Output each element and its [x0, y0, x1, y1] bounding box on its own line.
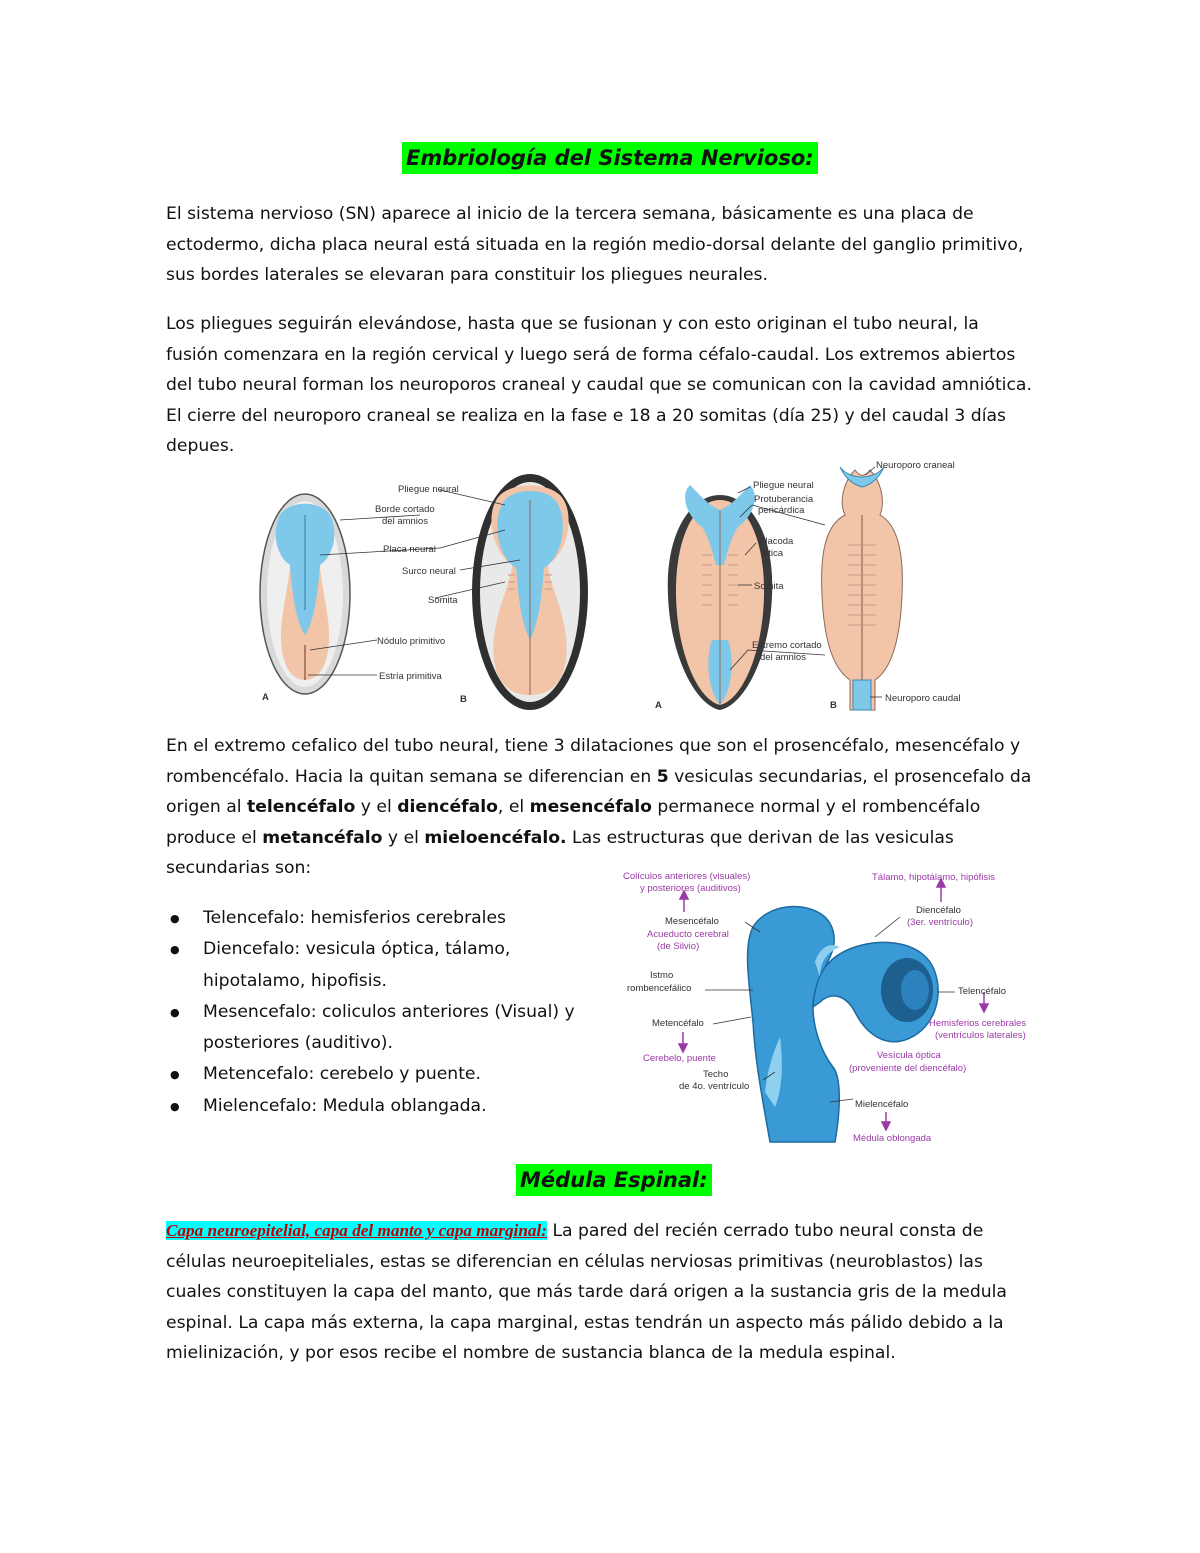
neural-plate-figure [250, 470, 630, 720]
label-talamo: Tálamo, hipotálamo, hipófisis [872, 872, 996, 883]
label-metencefalo: Metencéfalo [652, 1018, 704, 1029]
medula-text: La pared del recién cerrado tubo neural consta de células neuroepiteliales, estas se diferencian en células nerviosas primitivas (neuroblastos) las cuales constituyen la capa del manto, que más tarde dará origen a la sustancia gris de la medula espinal. La capa más externa, la capa marginal, estas tendrán un aspecto más pálido debido a la mielinización, y por esos recibe el nombre de sustancia blanca de la medula espinal. [166, 1221, 1007, 1363]
intro-paragraph-2: Los pliegues seguirán elevándose, hasta que se fusionan y con esto originan el tubo neural, la fusión comenzara en la región cervical y luego será de forma céfalo-caudal. Los extremos abiertos del tubo neural forman los neuroporos craneal y caudal que se comunican con la cavidad amniótica. El cierre del neuroporo craneal se realiza en la fase e 18 a 20 somitas (día 25) y del caudal 3 días depues. [166, 314, 1032, 456]
label-mesencefalo: Mesencéfalo [665, 916, 719, 927]
term-metancefalo: metancéfalo [262, 827, 383, 848]
embryo-b-drawing [472, 474, 588, 710]
label-diencefalo: Diencéfalo [916, 905, 961, 916]
medula-paragraph [166, 1216, 1036, 1369]
label-del-amnios: del amnios [382, 516, 428, 527]
label-neuroporo-caudal: Neuroporo caudal [885, 693, 961, 704]
label-estria-primitiva: Estría primitiva [379, 671, 442, 682]
list-item: ● Mielencefalo: Medula oblangada. [166, 1091, 616, 1122]
neural-tube-a-drawing [668, 485, 772, 710]
label-coliculos: Colículos anteriores (visuales) [623, 871, 751, 882]
vesicles-text-1: En el extremo cefalico del tubo neural, tiene 3 dilataciones que son el prosencéfalo, mesencéfalo y rombencéfalo. Hacia la quitan semana se diferencian en [166, 736, 1021, 787]
neural-tube-figure [650, 455, 970, 720]
label-silvio: (de Silvio) [657, 941, 700, 952]
embryo-a-drawing [260, 494, 350, 694]
label-placoda: Placoda [759, 536, 794, 547]
label-3er-ventriculo: (3er. ventrículo) [907, 917, 973, 928]
list-item: ● Metencefalo: cerebelo y puente. [166, 1059, 616, 1090]
panel-label-b-2: B [830, 700, 837, 711]
label-nodulo-primitivo: Nódulo primitivo [377, 636, 446, 647]
medula-subheading: Capa neuroepitelial, capa del manto y capa marginal: [166, 1221, 547, 1240]
label-surco-neural: Surco neural [402, 566, 456, 577]
label-pliegue-neural-2: Pliegue neural [753, 480, 814, 491]
label-somita-2: Somita [754, 581, 784, 592]
label-cerebelo: Cerebelo, puente [643, 1053, 716, 1064]
label-protuberancia: Protuberancia [754, 494, 814, 505]
label-mielencefalo: Mielencéfalo [855, 1099, 909, 1110]
label-somita: Somita [428, 595, 458, 606]
label-proveniente: (proveniente del diencéfalo) [849, 1063, 967, 1074]
label-telencefalo: Telencéfalo [958, 986, 1007, 997]
term-diencefalo: diencéfalo [397, 797, 498, 817]
label-acueducto: Acueducto cerebral [647, 929, 729, 940]
brain-vesicles-figure [615, 862, 1050, 1152]
list-item: ● Telencefalo: hemisferios cerebrales [166, 903, 616, 934]
label-hemisferios: Hemisferios cerebrales [929, 1018, 1027, 1029]
label-neuroporo-craneal: Neuroporo craneal [876, 460, 955, 471]
panel-label-a: A [262, 692, 269, 703]
intro-paragraph-1: El sistema nervioso (SN) aparece al inicio de la tercera semana, básicamente es una placa de ectodermo, dicha placa neural está situada en la región medio-dorsal delante del ganglio primitivo, sus bordes laterales se elevaran para constituir los pliegues neurales. [166, 204, 1024, 285]
panel-label-a-2: A [655, 700, 662, 711]
vesicles-text-3: y el [355, 797, 398, 817]
term-mesencefalo: mesencéfalo [529, 797, 652, 817]
vesicles-text-7: Las estructuras que derivan de las vesiculas secundarias son: [166, 827, 954, 878]
vesicles-paragraph [166, 731, 1036, 884]
vesicles-text-2: vesiculas secundarias, el prosencefalo da origen al [166, 766, 1032, 817]
term-telencefalo: telencéfalo [246, 797, 356, 817]
label-coliculos-2: y posteriores (auditivos) [640, 883, 741, 894]
label-istmo: Istmo [650, 970, 674, 981]
vesicles-text-6: y el [382, 827, 425, 848]
label-borde-cortado: Borde cortado [375, 504, 435, 515]
vesicles-text-4: , el [497, 797, 530, 817]
brain-vesicles-drawing [748, 907, 939, 1142]
label-medula-oblongada: Médula oblongada [853, 1133, 932, 1144]
label-pericardica: pericárdica [758, 505, 805, 516]
neural-tube-b-drawing [822, 467, 903, 710]
vesicles-count: 5 [656, 766, 669, 787]
vesicles-text-5: permanece normal y el rombencéfalo produce el [166, 797, 981, 848]
vesicle-derivatives-list [166, 903, 616, 1122]
section-title-medula: Médula Espinal: [516, 1164, 712, 1196]
label-extremo-cortado: Extremo cortado [752, 640, 822, 651]
label-techo: Techo [703, 1069, 729, 1080]
label-4o-ventriculo: de 4o. ventrículo [679, 1081, 750, 1092]
list-item: ● Diencefalo: vesicula óptica, tálamo, hipotalamo, hipofisis. [166, 934, 616, 997]
label-placa-neural: Placa neural [383, 544, 436, 555]
label-vesicula-optica: Vesícula óptica [877, 1050, 941, 1061]
label-ventriculos-laterales: (ventrículos laterales) [935, 1030, 1026, 1041]
term-mieloencefalo: mieloencéfalo. [424, 827, 567, 848]
label-otica: ótica [763, 548, 784, 559]
page-title: Embriología del Sistema Nervioso: [402, 142, 818, 174]
list-item: ● Mesencefalo: coliculos anteriores (Visual) y posteriores (auditivo). [166, 997, 616, 1060]
label-del-amnios-2: del amnios [760, 652, 806, 663]
panel-label-b: B [460, 694, 467, 705]
label-pliegue-neural: Pliegue neural [398, 484, 459, 495]
label-rombencefalico: rombencefálico [627, 983, 692, 994]
